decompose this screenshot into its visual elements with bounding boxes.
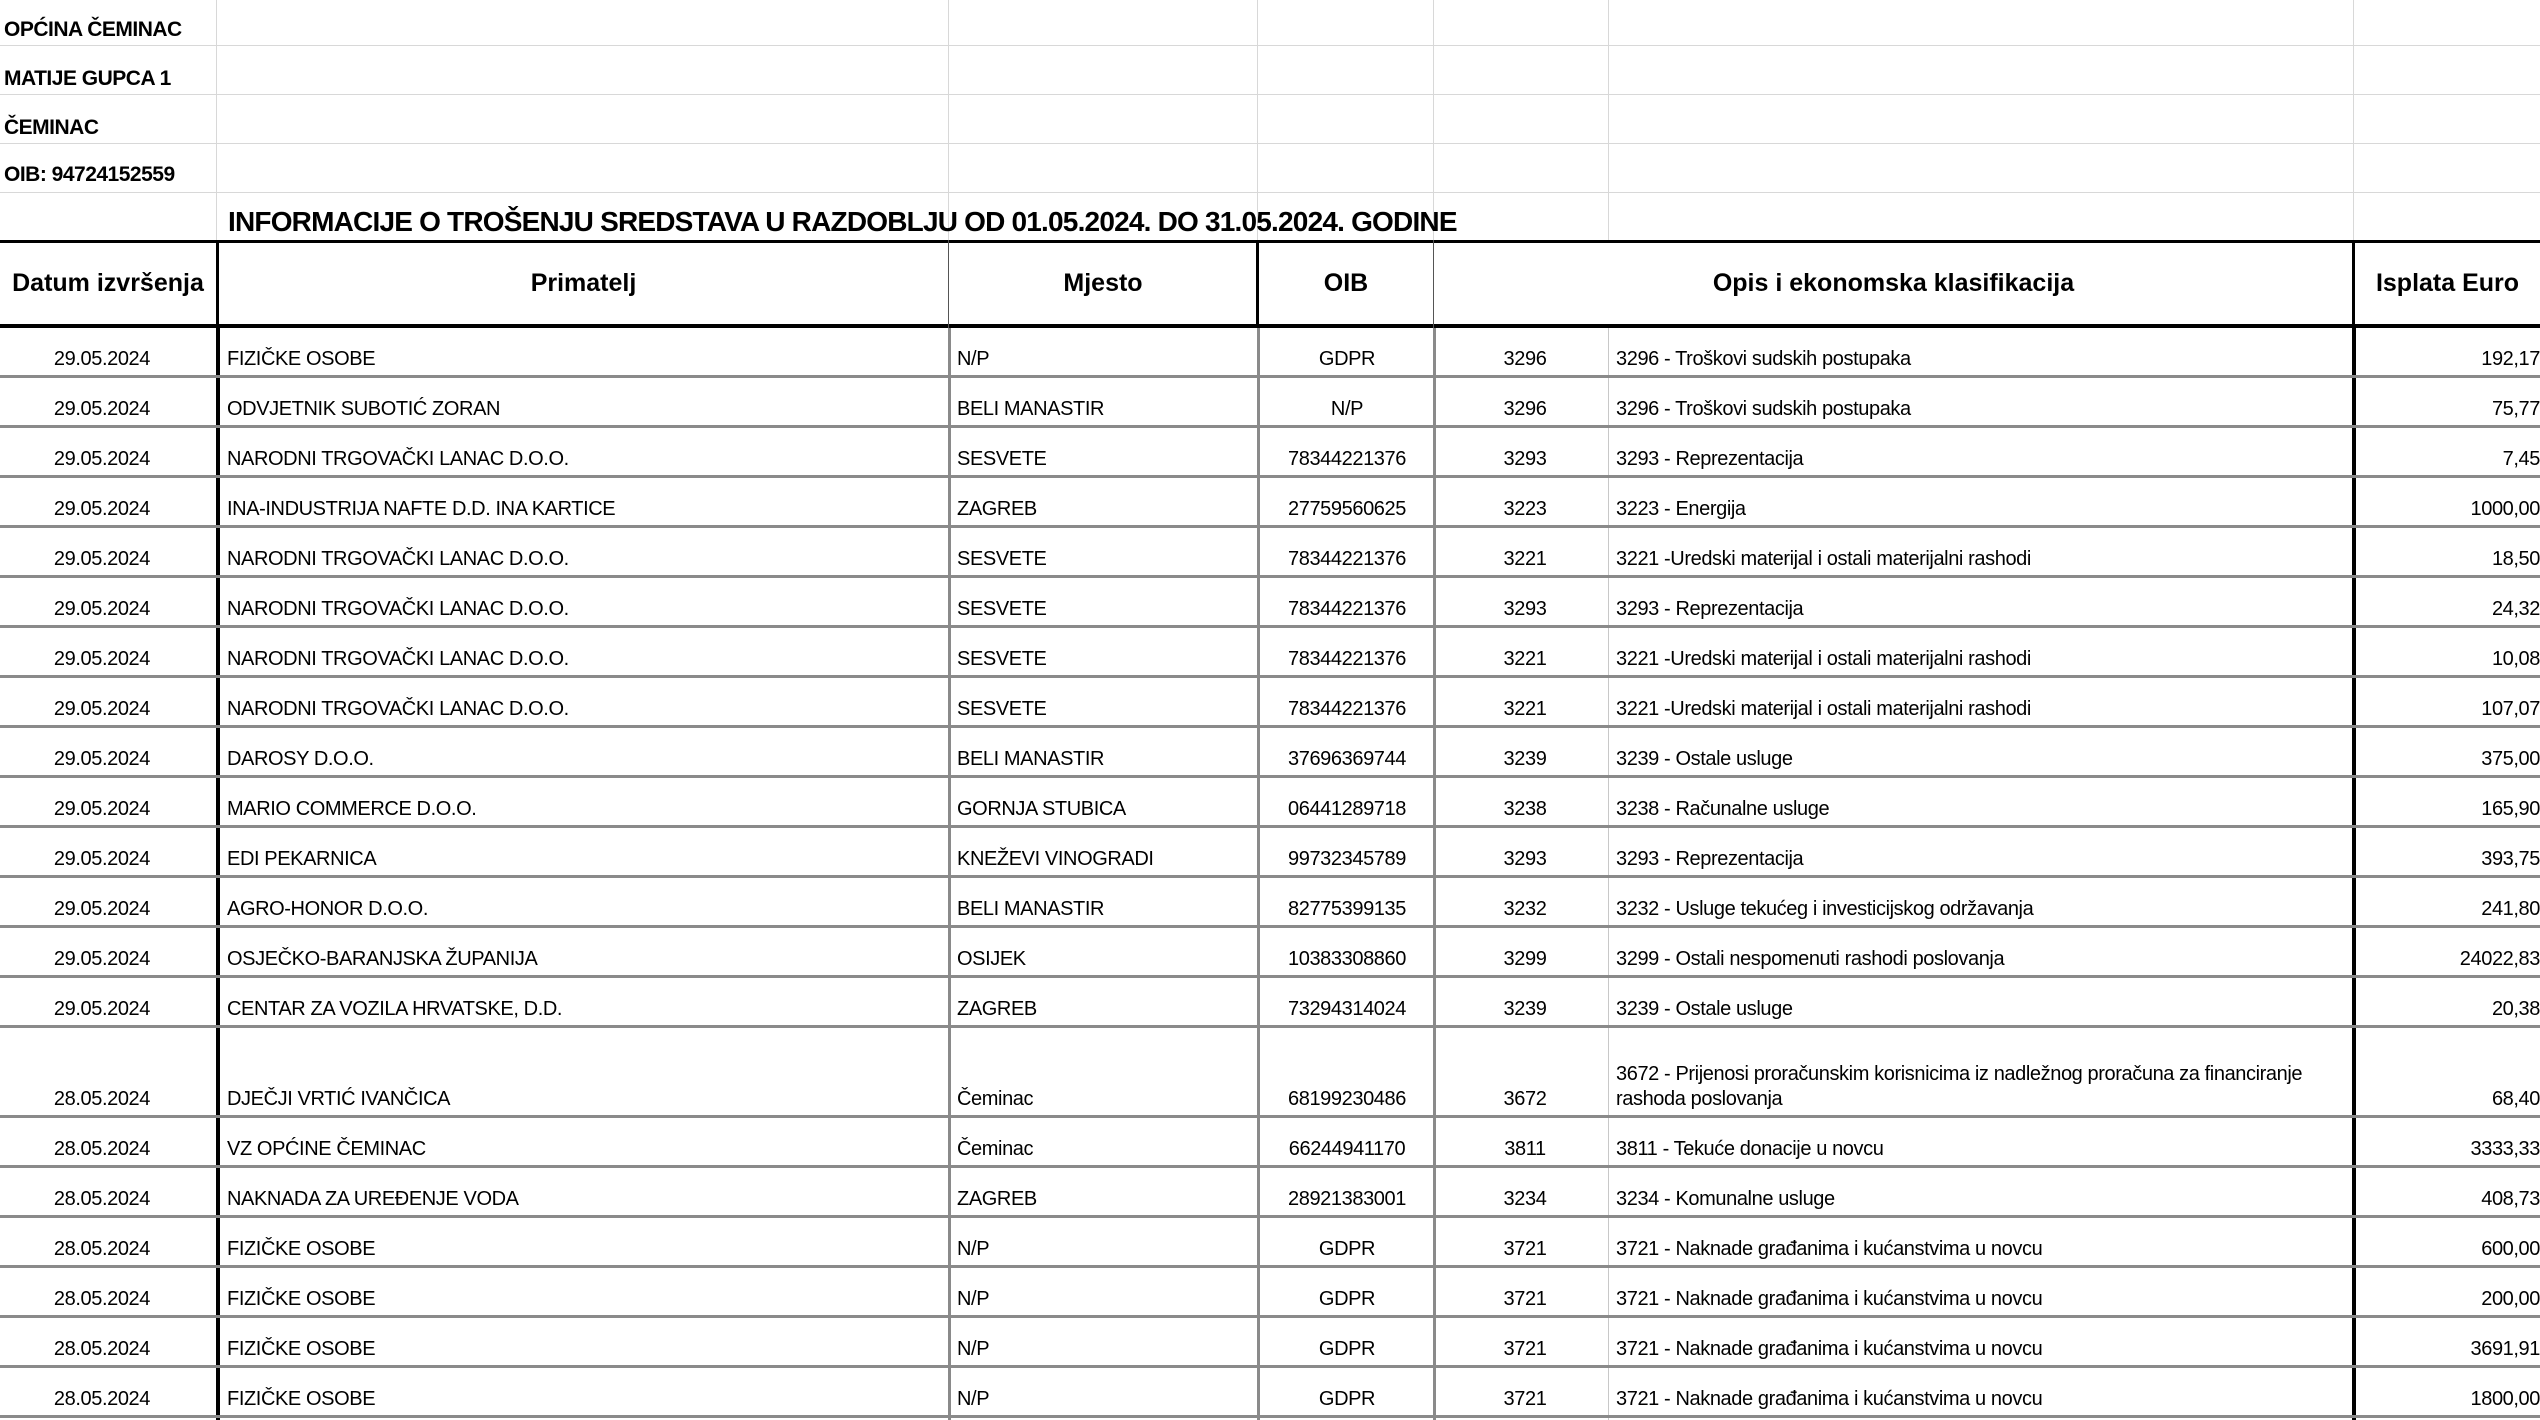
cell-primatelj: FIZIČKE OSOBE	[227, 348, 376, 370]
table-row[interactable]	[0, 528, 2540, 578]
cell-datum: 28.05.2024	[53, 1388, 150, 1410]
cell-primatelj: AGRO-HONOR D.O.O.	[227, 898, 428, 920]
cell-opis: 3296 - Troškovi sudskih postupaka	[1616, 398, 1911, 420]
cell-isplata: 1000,00	[2470, 498, 2540, 520]
cell-opis: 3293 - Reprezentacija	[1616, 598, 1804, 620]
cell-isplata: 75,77	[2491, 398, 2540, 420]
cell-isplata: 165,90	[2481, 798, 2540, 820]
cell-datum: 28.05.2024	[53, 1188, 150, 1210]
cell-datum: 29.05.2024	[53, 748, 150, 770]
cell-oib: 10383308860	[1288, 948, 1406, 970]
cell-primatelj: INA-INDUSTRIJA NAFTE D.D. INA KARTICE	[227, 498, 616, 520]
cell-oib: 68199230486	[1288, 1088, 1406, 1110]
cell-isplata: 24,32	[2491, 598, 2540, 620]
column-header-opis[interactable]: Opis i ekonomska klasifikacija	[1712, 268, 2075, 297]
cell-mjesto: SESVETE	[957, 598, 1047, 620]
cell-primatelj: NARODNI TRGOVAČKI LANAC D.O.O.	[227, 648, 569, 670]
cell-mjesto: KNEŽEVI VINOGRADI	[957, 848, 1154, 870]
grid-line	[0, 192, 2540, 193]
cell-primatelj: FIZIČKE OSOBE	[227, 1238, 376, 1260]
cell-oib: GDPR	[1318, 1338, 1376, 1360]
cell-primatelj: NARODNI TRGOVAČKI LANAC D.O.O.	[227, 448, 569, 470]
cell-datum: 29.05.2024	[53, 798, 150, 820]
cell-opis: 3221 -Uredski materijal i ostali materijalni rashodi	[1616, 698, 2031, 720]
cell-kod: 3234	[1503, 1188, 1547, 1210]
cell-opis: 3721 - Naknade građanima i kućanstvima u novcu	[1616, 1238, 2043, 1260]
cell-mjesto: SESVETE	[957, 448, 1047, 470]
cell-oib: 06441289718	[1288, 798, 1406, 820]
cell-kod: 3721	[1503, 1288, 1547, 1310]
cell-datum: 29.05.2024	[53, 948, 150, 970]
cell-oib: N/P	[1330, 398, 1364, 420]
table-row[interactable]	[0, 1318, 2540, 1368]
cell-opis: 3232 - Usluge tekućeg i investicijskog održavanja	[1616, 898, 2034, 920]
grid-line	[216, 0, 217, 240]
cell-isplata: 1800,00	[2470, 1388, 2540, 1410]
cell-datum: 29.05.2024	[53, 348, 150, 370]
cell-datum: 28.05.2024	[53, 1088, 150, 1110]
cell-oib: 37696369744	[1288, 748, 1406, 770]
cell-primatelj: ODVJETNIK SUBOTIĆ ZORAN	[227, 398, 501, 420]
cell-kod: 3232	[1503, 898, 1547, 920]
cell-opis: 3296 - Troškovi sudskih postupaka	[1616, 348, 1911, 370]
table-row[interactable]	[0, 728, 2540, 778]
cell-primatelj: CENTAR ZA VOZILA HRVATSKE, D.D.	[227, 998, 563, 1020]
cell-primatelj: FIZIČKE OSOBE	[227, 1388, 376, 1410]
cell-datum: 29.05.2024	[53, 848, 150, 870]
grid-line	[1608, 0, 1609, 240]
cell-isplata: 18,50	[2491, 548, 2540, 570]
cell-opis: 3239 - Ostale usluge	[1616, 748, 1793, 770]
cell-oib: GDPR	[1318, 1388, 1376, 1410]
cell-datum: 29.05.2024	[53, 998, 150, 1020]
cell-oib: 78344221376	[1288, 698, 1406, 720]
cell-isplata: 3333,33	[2470, 1138, 2540, 1160]
cell-oib: 73294314024	[1288, 998, 1406, 1020]
table-row[interactable]	[0, 328, 2540, 378]
cell-isplata: 375,00	[2481, 748, 2540, 770]
cell-isplata: 24022,83	[2459, 948, 2540, 970]
cell-datum: 29.05.2024	[53, 898, 150, 920]
cell-datum: 29.05.2024	[53, 498, 150, 520]
cell-kod: 3221	[1503, 698, 1547, 720]
cell-isplata: 200,00	[2481, 1288, 2540, 1310]
cell-isplata: 393,75	[2481, 848, 2540, 870]
cell-datum: 28.05.2024	[53, 1288, 150, 1310]
cell-mjesto: N/P	[957, 348, 990, 370]
column-header-datum[interactable]: Datum izvršenja	[12, 268, 204, 297]
table-row[interactable]	[0, 978, 2540, 1028]
column-header-primatelj[interactable]: Primatelj	[530, 268, 637, 297]
cell-datum: 29.05.2024	[53, 698, 150, 720]
cell-kod: 3721	[1503, 1388, 1547, 1410]
cell-isplata: 10,08	[2491, 648, 2540, 670]
cell-opis: 3293 - Reprezentacija	[1616, 448, 1804, 470]
cell-opis: 3221 -Uredski materijal i ostali materijalni rashodi	[1616, 548, 2031, 570]
cell-isplata: 3691,91	[2470, 1338, 2540, 1360]
cell-kod: 3721	[1503, 1238, 1547, 1260]
org-name: OPĆINA ČEMINAC	[4, 18, 182, 41]
cell-isplata: 408,73	[2481, 1188, 2540, 1210]
cell-kod: 3239	[1503, 748, 1547, 770]
cell-datum: 28.05.2024	[53, 1138, 150, 1160]
cell-kod: 3223	[1503, 498, 1547, 520]
cell-mjesto: N/P	[957, 1238, 990, 1260]
cell-mjesto: GORNJA STUBICA	[957, 798, 1126, 820]
grid-line	[2353, 0, 2354, 240]
table-row[interactable]	[0, 928, 2540, 978]
table-row[interactable]	[0, 828, 2540, 878]
org-city: ČEMINAC	[4, 116, 99, 139]
cell-mjesto: Čeminac	[957, 1138, 1034, 1160]
cell-primatelj: FIZIČKE OSOBE	[227, 1288, 376, 1310]
table-row[interactable]	[0, 1168, 2540, 1218]
table-row[interactable]	[0, 678, 2540, 728]
column-header-isplata[interactable]: Isplata Euro	[2375, 268, 2520, 297]
cell-datum: 28.05.2024	[53, 1238, 150, 1260]
cell-mjesto: SESVETE	[957, 698, 1047, 720]
cell-primatelj: DJEČJI VRTIĆ IVANČICA	[227, 1088, 451, 1110]
cell-kod: 3238	[1503, 798, 1547, 820]
table-row[interactable]	[0, 1028, 2540, 1118]
cell-opis: 3238 - Računalne usluge	[1616, 798, 1830, 820]
cell-mjesto: Čeminac	[957, 1088, 1034, 1110]
cell-kod: 3293	[1503, 598, 1547, 620]
table-row[interactable]	[0, 478, 2540, 528]
cell-oib: GDPR	[1318, 1238, 1376, 1260]
table-row[interactable]	[0, 428, 2540, 478]
cell-kod: 3811	[1504, 1138, 1546, 1160]
cell-kod: 3221	[1503, 648, 1547, 670]
cell-oib: 82775399135	[1288, 898, 1406, 920]
cell-opis: 3221 -Uredski materijal i ostali materijalni rashodi	[1616, 648, 2031, 670]
cell-kod: 3721	[1503, 1338, 1547, 1360]
cell-oib: 28921383001	[1288, 1188, 1406, 1210]
cell-isplata: 241,80	[2481, 898, 2540, 920]
table-row[interactable]	[0, 578, 2540, 628]
cell-primatelj: NARODNI TRGOVAČKI LANAC D.O.O.	[227, 698, 569, 720]
cell-primatelj: MARIO COMMERCE D.O.O.	[227, 798, 477, 820]
cell-kod: 3221	[1503, 548, 1547, 570]
cell-primatelj: EDI PEKARNICA	[227, 848, 377, 870]
cell-mjesto: BELI MANASTIR	[957, 398, 1105, 420]
grid-line	[948, 0, 949, 240]
cell-opis: 3672 - Prijenosi proračunskim korisnicima iz nadležnog proračuna za financiranje rashoda poslovanja	[1616, 1063, 2303, 1110]
cell-mjesto: N/P	[957, 1288, 990, 1310]
grid-line	[1257, 0, 1258, 240]
cell-oib: 99732345789	[1288, 848, 1406, 870]
cell-mjesto: OSIJEK	[957, 948, 1026, 970]
cell-kod: 3293	[1503, 848, 1547, 870]
cell-isplata: 20,38	[2491, 998, 2540, 1020]
cell-datum: 29.05.2024	[53, 398, 150, 420]
cell-isplata: 7,45	[2502, 448, 2540, 470]
grid-line	[0, 143, 2540, 144]
cell-datum: 29.05.2024	[53, 548, 150, 570]
cell-primatelj: FIZIČKE OSOBE	[227, 1338, 376, 1360]
column-header-mjesto[interactable]: Mjesto	[1063, 268, 1143, 297]
cell-opis: 3239 - Ostale usluge	[1616, 998, 1793, 1020]
cell-primatelj: NAKNADA ZA UREĐENJE VODA	[227, 1188, 519, 1210]
document-title: INFORMACIJE O TROŠENJU SREDSTAVA U RAZDOBLJU OD 01.05.2024. DO 31.05.2024. GODINE	[228, 206, 1457, 237]
grid-line	[0, 94, 2540, 95]
org-oib: OIB: 94724152559	[4, 163, 175, 186]
table-row[interactable]	[0, 878, 2540, 928]
cell-isplata: 600,00	[2481, 1238, 2540, 1260]
cell-oib: 78344221376	[1288, 598, 1406, 620]
cell-mjesto: BELI MANASTIR	[957, 898, 1105, 920]
cell-opis: 3223 - Energija	[1616, 498, 1746, 520]
column-header-oib[interactable]: OIB	[1323, 268, 1369, 297]
cell-oib: GDPR	[1318, 1288, 1376, 1310]
table-row[interactable]	[0, 378, 2540, 428]
cell-primatelj: OSJEČKO-BARANJSKA ŽUPANIJA	[227, 948, 538, 970]
cell-kod: 3293	[1503, 448, 1547, 470]
cell-isplata: 68,40	[2491, 1088, 2540, 1110]
table-row[interactable]	[0, 778, 2540, 828]
cell-mjesto: SESVETE	[957, 548, 1047, 570]
table-row[interactable]	[0, 1268, 2540, 1318]
cell-opis: 3721 - Naknade građanima i kućanstvima u novcu	[1616, 1388, 2043, 1410]
cell-mjesto: ZAGREB	[957, 1188, 1037, 1210]
table-row[interactable]	[0, 1118, 2540, 1168]
table-row[interactable]	[0, 628, 2540, 678]
cell-oib: 66244941170	[1288, 1138, 1406, 1160]
table-row[interactable]	[0, 1218, 2540, 1268]
cell-kod: 3672	[1503, 1088, 1547, 1110]
cell-mjesto: ZAGREB	[957, 498, 1037, 520]
cell-opis: 3721 - Naknade građanima i kućanstvima u novcu	[1616, 1288, 2043, 1310]
cell-datum: 29.05.2024	[53, 598, 150, 620]
cell-oib: 78344221376	[1288, 648, 1406, 670]
cell-isplata: 107,07	[2481, 698, 2540, 720]
cell-oib: 78344221376	[1288, 448, 1406, 470]
cell-mjesto: N/P	[957, 1388, 990, 1410]
cell-opis: 3811 - Tekuće donacije u novcu	[1616, 1138, 1884, 1160]
cell-isplata: 192,17	[2481, 348, 2540, 370]
cell-opis: 3299 - Ostali nespomenuti rashodi poslovanja	[1616, 948, 2005, 970]
cell-primatelj: VZ OPĆINE ČEMINAC	[227, 1138, 426, 1160]
cell-opis: 3293 - Reprezentacija	[1616, 848, 1804, 870]
cell-mjesto: ZAGREB	[957, 998, 1037, 1020]
cell-mjesto: SESVETE	[957, 648, 1047, 670]
cell-opis: 3721 - Naknade građanima i kućanstvima u novcu	[1616, 1338, 2043, 1360]
cell-kod: 3296	[1503, 348, 1547, 370]
cell-opis: 3234 - Komunalne usluge	[1616, 1188, 1835, 1210]
cell-primatelj: NARODNI TRGOVAČKI LANAC D.O.O.	[227, 548, 569, 570]
cell-kod: 3239	[1503, 998, 1547, 1020]
cell-oib: 78344221376	[1288, 548, 1406, 570]
grid-line	[0, 45, 2540, 46]
cell-kod: 3299	[1503, 948, 1547, 970]
grid-line	[1433, 0, 1434, 240]
cell-mjesto: BELI MANASTIR	[957, 748, 1105, 770]
cell-primatelj: DAROSY D.O.O.	[227, 748, 374, 770]
cell-datum: 29.05.2024	[53, 448, 150, 470]
org-address: MATIJE GUPCA 1	[4, 67, 171, 90]
cell-oib: 27759560625	[1288, 498, 1406, 520]
cell-oib: GDPR	[1318, 348, 1376, 370]
cell-kod: 3296	[1503, 398, 1547, 420]
cell-primatelj: NARODNI TRGOVAČKI LANAC D.O.O.	[227, 598, 569, 620]
cell-datum: 29.05.2024	[53, 648, 150, 670]
table-row[interactable]	[0, 1368, 2540, 1418]
cell-datum: 28.05.2024	[53, 1338, 150, 1360]
cell-mjesto: N/P	[957, 1338, 990, 1360]
